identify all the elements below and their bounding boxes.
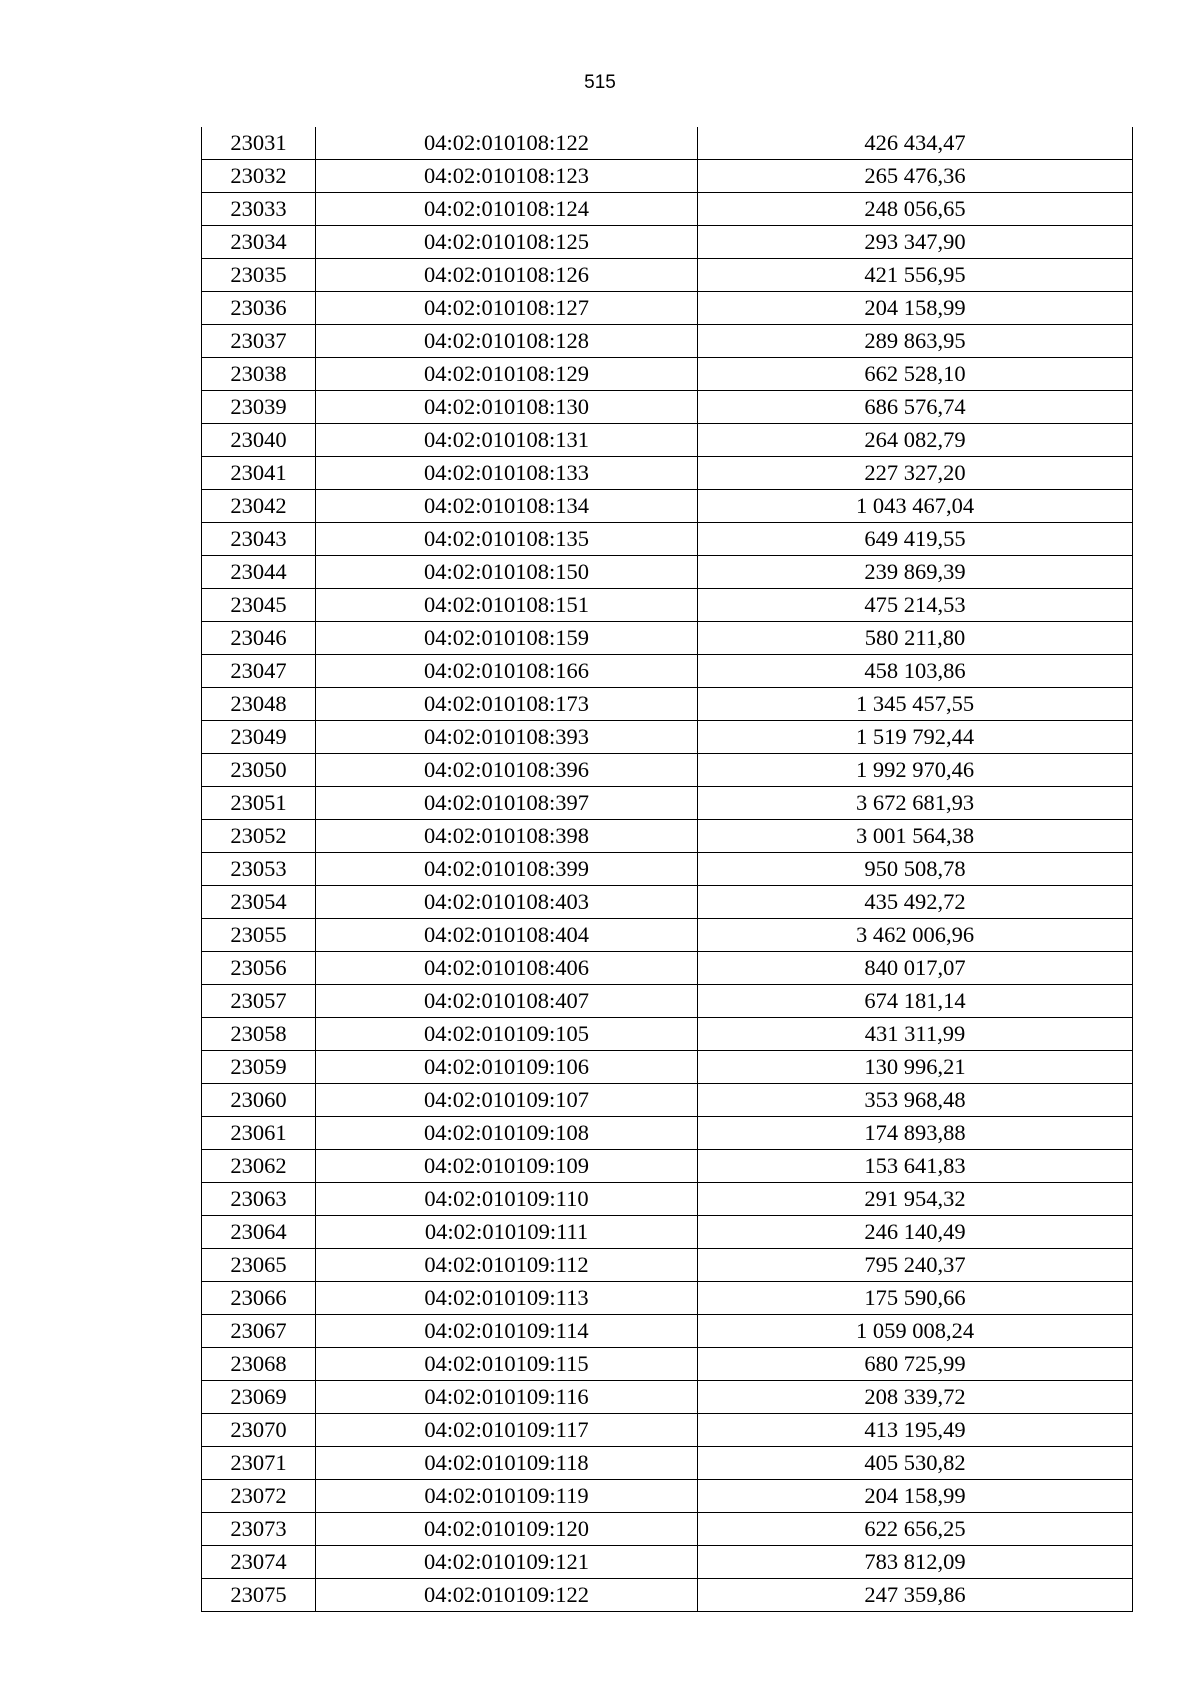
row-number-cell: 23038 [202, 358, 316, 391]
table-row [202, 952, 1133, 985]
table-row [202, 424, 1133, 457]
cadastral-number-cell: 04:02:010109:116 [316, 1381, 698, 1414]
table-row [202, 556, 1133, 589]
table-row [202, 127, 1133, 160]
cadastral-number-cell: 04:02:010108:403 [316, 886, 698, 919]
cadastral-value-cell: 580 211,80 [698, 622, 1133, 655]
table-row [202, 787, 1133, 820]
cadastral-value-table [201, 127, 1133, 1612]
cadastral-value-cell: 431 311,99 [698, 1018, 1133, 1051]
cadastral-value-cell: 950 508,78 [698, 853, 1133, 886]
cadastral-value-cell: 247 359,86 [698, 1579, 1133, 1612]
row-number-cell: 23048 [202, 688, 316, 721]
cadastral-value-cell: 246 140,49 [698, 1216, 1133, 1249]
cadastral-number-cell: 04:02:010109:105 [316, 1018, 698, 1051]
cadastral-value-cell: 1 345 457,55 [698, 688, 1133, 721]
cadastral-value-cell: 458 103,86 [698, 655, 1133, 688]
cadastral-number-cell: 04:02:010108:123 [316, 160, 698, 193]
cadastral-number-cell: 04:02:010108:396 [316, 754, 698, 787]
cadastral-value-cell: 208 339,72 [698, 1381, 1133, 1414]
cadastral-number-cell: 04:02:010109:110 [316, 1183, 698, 1216]
row-number-cell: 23072 [202, 1480, 316, 1513]
row-number-cell: 23070 [202, 1414, 316, 1447]
table-row [202, 655, 1133, 688]
cadastral-value-cell: 204 158,99 [698, 1480, 1133, 1513]
cadastral-number-cell: 04:02:010109:106 [316, 1051, 698, 1084]
cadastral-number-cell: 04:02:010108:407 [316, 985, 698, 1018]
cadastral-value-cell: 289 863,95 [698, 325, 1133, 358]
table-row [202, 1051, 1133, 1084]
cadastral-number-cell: 04:02:010108:124 [316, 193, 698, 226]
cadastral-number-cell: 04:02:010108:159 [316, 622, 698, 655]
cadastral-value-cell: 264 082,79 [698, 424, 1133, 457]
table-row [202, 1348, 1133, 1381]
cadastral-value-cell: 421 556,95 [698, 259, 1133, 292]
cadastral-value-cell: 413 195,49 [698, 1414, 1133, 1447]
table-row [202, 1018, 1133, 1051]
cadastral-value-cell: 686 576,74 [698, 391, 1133, 424]
cadastral-number-cell: 04:02:010108:134 [316, 490, 698, 523]
table-row [202, 1183, 1133, 1216]
cadastral-value-cell: 622 656,25 [698, 1513, 1133, 1546]
table-row [202, 1282, 1133, 1315]
row-number-cell: 23037 [202, 325, 316, 358]
cadastral-value-cell: 405 530,82 [698, 1447, 1133, 1480]
row-number-cell: 23032 [202, 160, 316, 193]
table-row [202, 226, 1133, 259]
cadastral-number-cell: 04:02:010108:130 [316, 391, 698, 424]
row-number-cell: 23057 [202, 985, 316, 1018]
row-number-cell: 23068 [202, 1348, 316, 1381]
table-row [202, 886, 1133, 919]
cadastral-number-cell: 04:02:010108:126 [316, 259, 698, 292]
table-row [202, 622, 1133, 655]
row-number-cell: 23051 [202, 787, 316, 820]
row-number-cell: 23058 [202, 1018, 316, 1051]
table-row [202, 1216, 1133, 1249]
row-number-cell: 23049 [202, 721, 316, 754]
row-number-cell: 23041 [202, 457, 316, 490]
cadastral-value-cell: 649 419,55 [698, 523, 1133, 556]
cadastral-value-cell: 3 001 564,38 [698, 820, 1133, 853]
table-row [202, 1315, 1133, 1348]
page-number: 515 [584, 72, 616, 93]
row-number-cell: 23056 [202, 952, 316, 985]
row-number-cell: 23073 [202, 1513, 316, 1546]
row-number-cell: 23075 [202, 1579, 316, 1612]
cadastral-number-cell: 04:02:010108:398 [316, 820, 698, 853]
cadastral-value-cell: 3 672 681,93 [698, 787, 1133, 820]
cadastral-value-cell: 1 992 970,46 [698, 754, 1133, 787]
table-row [202, 820, 1133, 853]
row-number-cell: 23069 [202, 1381, 316, 1414]
cadastral-number-cell: 04:02:010108:166 [316, 655, 698, 688]
cadastral-value-cell: 227 327,20 [698, 457, 1133, 490]
row-number-cell: 23047 [202, 655, 316, 688]
table-row [202, 1249, 1133, 1282]
cadastral-value-cell: 130 996,21 [698, 1051, 1133, 1084]
cadastral-number-cell: 04:02:010108:127 [316, 292, 698, 325]
table-row [202, 1414, 1133, 1447]
row-number-cell: 23064 [202, 1216, 316, 1249]
row-number-cell: 23050 [202, 754, 316, 787]
table-row [202, 688, 1133, 721]
cadastral-number-cell: 04:02:010109:108 [316, 1117, 698, 1150]
cadastral-number-cell: 04:02:010108:128 [316, 325, 698, 358]
cadastral-number-cell: 04:02:010108:404 [316, 919, 698, 952]
cadastral-number-cell: 04:02:010108:150 [316, 556, 698, 589]
cadastral-number-cell: 04:02:010108:129 [316, 358, 698, 391]
row-number-cell: 23060 [202, 1084, 316, 1117]
table-row [202, 457, 1133, 490]
row-number-cell: 23074 [202, 1546, 316, 1579]
row-number-cell: 23053 [202, 853, 316, 886]
cadastral-number-cell: 04:02:010109:121 [316, 1546, 698, 1579]
cadastral-value-cell: 248 056,65 [698, 193, 1133, 226]
cadastral-number-cell: 04:02:010108:151 [316, 589, 698, 622]
table-row [202, 985, 1133, 1018]
cadastral-number-cell: 04:02:010108:122 [316, 127, 698, 160]
cadastral-value-cell: 795 240,37 [698, 1249, 1133, 1282]
cadastral-number-cell: 04:02:010108:125 [316, 226, 698, 259]
cadastral-value-cell: 680 725,99 [698, 1348, 1133, 1381]
cadastral-number-cell: 04:02:010109:118 [316, 1447, 698, 1480]
cadastral-value-cell: 3 462 006,96 [698, 919, 1133, 952]
table-row [202, 391, 1133, 424]
cadastral-value-cell: 662 528,10 [698, 358, 1133, 391]
table-row [202, 754, 1133, 787]
row-number-cell: 23061 [202, 1117, 316, 1150]
cadastral-number-cell: 04:02:010108:135 [316, 523, 698, 556]
row-number-cell: 23046 [202, 622, 316, 655]
cadastral-number-cell: 04:02:010108:133 [316, 457, 698, 490]
table-row [202, 193, 1133, 226]
row-number-cell: 23034 [202, 226, 316, 259]
table-row [202, 490, 1133, 523]
row-number-cell: 23039 [202, 391, 316, 424]
row-number-cell: 23062 [202, 1150, 316, 1183]
table-row [202, 1447, 1133, 1480]
cadastral-value-cell: 293 347,90 [698, 226, 1133, 259]
cadastral-number-cell: 04:02:010108:397 [316, 787, 698, 820]
cadastral-value-cell: 783 812,09 [698, 1546, 1133, 1579]
cadastral-number-cell: 04:02:010108:393 [316, 721, 698, 754]
cadastral-value-cell: 1 043 467,04 [698, 490, 1133, 523]
cadastral-value-cell: 1 519 792,44 [698, 721, 1133, 754]
cadastral-value-cell: 265 476,36 [698, 160, 1133, 193]
row-number-cell: 23054 [202, 886, 316, 919]
row-number-cell: 23066 [202, 1282, 316, 1315]
table-row [202, 292, 1133, 325]
cadastral-number-cell: 04:02:010109:107 [316, 1084, 698, 1117]
cadastral-value-cell: 204 158,99 [698, 292, 1133, 325]
table-row [202, 1546, 1133, 1579]
cadastral-value-cell: 840 017,07 [698, 952, 1133, 985]
cadastral-number-cell: 04:02:010109:112 [316, 1249, 698, 1282]
row-number-cell: 23071 [202, 1447, 316, 1480]
row-number-cell: 23059 [202, 1051, 316, 1084]
table-row [202, 589, 1133, 622]
cadastral-number-cell: 04:02:010108:406 [316, 952, 698, 985]
cadastral-value-cell: 475 214,53 [698, 589, 1133, 622]
cadastral-number-cell: 04:02:010108:173 [316, 688, 698, 721]
cadastral-value-cell: 426 434,47 [698, 127, 1133, 160]
row-number-cell: 23065 [202, 1249, 316, 1282]
row-number-cell: 23055 [202, 919, 316, 952]
table-row [202, 259, 1133, 292]
cadastral-value-cell: 674 181,14 [698, 985, 1133, 1018]
table-row [202, 523, 1133, 556]
row-number-cell: 23045 [202, 589, 316, 622]
cadastral-value-cell: 239 869,39 [698, 556, 1133, 589]
cadastral-number-cell: 04:02:010108:131 [316, 424, 698, 457]
table-row [202, 325, 1133, 358]
table-row [202, 1381, 1133, 1414]
cadastral-number-cell: 04:02:010109:120 [316, 1513, 698, 1546]
row-number-cell: 23033 [202, 193, 316, 226]
cadastral-number-cell: 04:02:010109:109 [316, 1150, 698, 1183]
table-row [202, 721, 1133, 754]
cadastral-number-cell: 04:02:010109:119 [316, 1480, 698, 1513]
row-number-cell: 23036 [202, 292, 316, 325]
row-number-cell: 23043 [202, 523, 316, 556]
table-row [202, 853, 1133, 886]
row-number-cell: 23040 [202, 424, 316, 457]
table-row [202, 1150, 1133, 1183]
cadastral-value-cell: 291 954,32 [698, 1183, 1133, 1216]
row-number-cell: 23052 [202, 820, 316, 853]
cadastral-number-cell: 04:02:010109:122 [316, 1579, 698, 1612]
cadastral-value-cell: 1 059 008,24 [698, 1315, 1133, 1348]
table-row [202, 919, 1133, 952]
table-row [202, 1480, 1133, 1513]
cadastral-number-cell: 04:02:010108:399 [316, 853, 698, 886]
row-number-cell: 23067 [202, 1315, 316, 1348]
row-number-cell: 23035 [202, 259, 316, 292]
table-row [202, 1579, 1133, 1612]
table-row [202, 160, 1133, 193]
cadastral-value-cell: 174 893,88 [698, 1117, 1133, 1150]
row-number-cell: 23031 [202, 127, 316, 160]
cadastral-number-cell: 04:02:010109:117 [316, 1414, 698, 1447]
cadastral-number-cell: 04:02:010109:115 [316, 1348, 698, 1381]
table-row [202, 1084, 1133, 1117]
table-row [202, 358, 1133, 391]
row-number-cell: 23042 [202, 490, 316, 523]
cadastral-value-cell: 153 641,83 [698, 1150, 1133, 1183]
cadastral-number-cell: 04:02:010109:113 [316, 1282, 698, 1315]
cadastral-number-cell: 04:02:010109:114 [316, 1315, 698, 1348]
cadastral-value-cell: 175 590,66 [698, 1282, 1133, 1315]
cadastral-value-cell: 353 968,48 [698, 1084, 1133, 1117]
table-body [202, 127, 1133, 1612]
cadastral-number-cell: 04:02:010109:111 [316, 1216, 698, 1249]
table-row [202, 1117, 1133, 1150]
table-row [202, 1513, 1133, 1546]
row-number-cell: 23044 [202, 556, 316, 589]
cadastral-value-cell: 435 492,72 [698, 886, 1133, 919]
row-number-cell: 23063 [202, 1183, 316, 1216]
